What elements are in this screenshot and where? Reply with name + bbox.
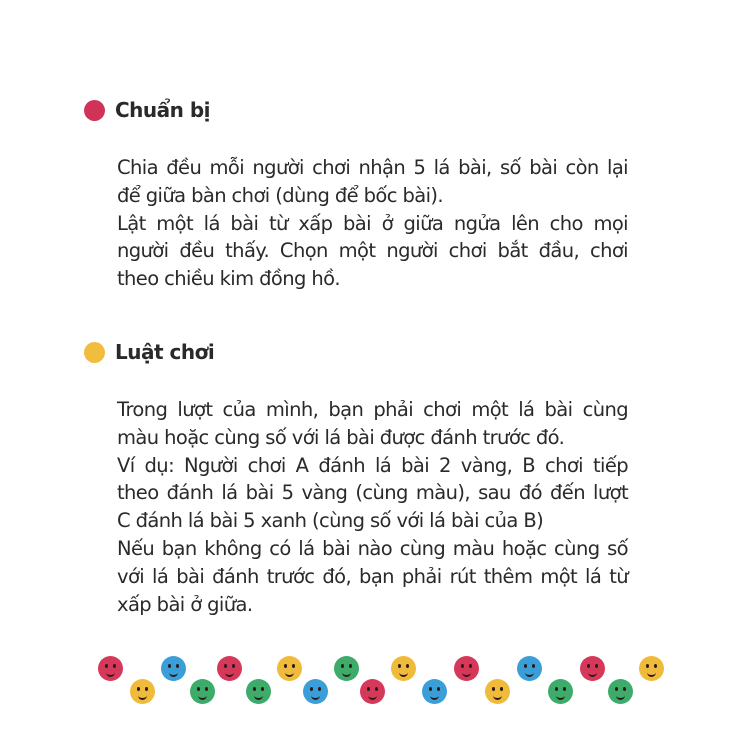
body-line: Nếu bạn không có lá bài nào cùng màu hoặc cùng số: [117, 536, 628, 560]
body-line: Ví dụ: Người chơi A đánh lá bài 2 vàng, B chơi tiếp: [117, 453, 628, 477]
emoji-face-icon: [608, 679, 633, 704]
emoji-face-icon: [639, 656, 664, 681]
body-line: Chia đều mỗi người chơi nhận 5 lá bài, số bài còn lại: [117, 156, 628, 179]
body-line: theo đánh lá bài 5 vàng (cùng màu), sau đó đến lượt: [117, 481, 628, 505]
emoji-face-icon: [246, 679, 271, 704]
body-line: người đều thấy. Chọn một người chơi bắt đầu, chơi: [117, 239, 628, 263]
emoji-face-icon: [391, 656, 416, 681]
emoji-face-icon: [130, 679, 155, 704]
heading-text: Luật chơi: [115, 340, 215, 364]
emoji-face-icon: [580, 656, 605, 681]
emoji-face-icon: [334, 656, 359, 681]
emoji-face-icon: [217, 656, 242, 681]
section-heading: [84, 98, 210, 122]
emoji-face-icon: [161, 656, 186, 681]
body-line: theo chiều kim đồng hồ.: [117, 267, 341, 291]
emoji-face-icon: [422, 679, 447, 704]
bullet-red-icon: [84, 100, 105, 121]
emoji-face-icon: [360, 679, 385, 704]
section-body: [117, 396, 628, 618]
body-line: để giữa bàn chơi (dùng để bốc bài).: [117, 183, 444, 207]
body-line: Trong lượt của mình, bạn phải chơi một lá bài cùng: [117, 398, 628, 421]
body-line: C đánh lá bài 5 xanh (cùng số với lá bài của B): [117, 509, 544, 533]
body-line: màu hoặc cùng số với lá bài được đánh trước đó.: [117, 425, 565, 449]
emoji-face-icon: [277, 656, 302, 681]
emoji-face-icon: [190, 679, 215, 704]
emoji-face-icon: [485, 679, 510, 704]
emoji-face-icon: [98, 656, 123, 681]
emoji-face-icon: [517, 656, 542, 681]
section-heading: [84, 340, 214, 364]
body-line: xấp bài ở giữa.: [117, 592, 253, 616]
emoji-face-icon: [454, 656, 479, 681]
emoji-face-icon: [303, 679, 328, 704]
body-line: Lật một lá bài từ xấp bài ở giữa ngửa lên cho mọi: [117, 211, 628, 235]
emoji-face-icon: [548, 679, 573, 704]
heading-text: Chuẩn bị: [115, 98, 211, 122]
section-body: [117, 154, 628, 293]
body-line: với lá bài đánh trước đó, bạn phải rút thêm một lá từ: [117, 564, 628, 588]
bullet-yellow-icon: [84, 342, 105, 363]
